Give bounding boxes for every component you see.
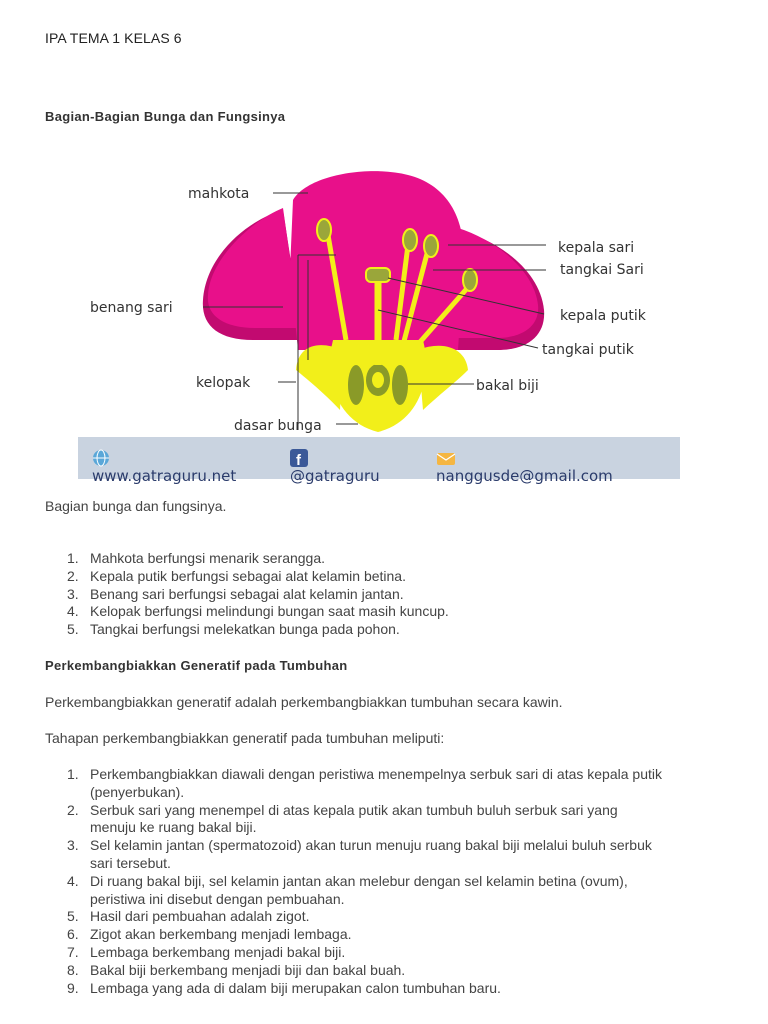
section-heading-generative: Perkembangbiakkan Generatif pada Tumbuhan — [45, 658, 348, 673]
ovule — [348, 365, 364, 405]
label-kepala-putik: kepala putik — [560, 308, 646, 324]
anther — [463, 269, 477, 291]
list-item: 2. Kepala putik berfungsi sebagai alat kelamin betina. — [67, 567, 406, 584]
page-title: IPA TEMA 1 KELAS 6 — [45, 30, 182, 46]
list-item: 9. Lembaga yang ada di dalam biji merupakan calon tumbuhan baru. — [67, 979, 501, 996]
banner-email: nanggusde@gmail.com — [436, 449, 613, 485]
anther — [424, 235, 438, 257]
label-benang-sari: benang sari — [90, 300, 173, 316]
watermark-banner — [78, 437, 680, 485]
label-kelopak: kelopak — [196, 375, 251, 391]
list-item: 5. Hasil dari pembuahan adalah zigot. — [67, 908, 310, 925]
paragraph-stages-intro: Tahapan perkembangbiakkan generatif pada tumbuhan meliputi: — [45, 730, 445, 746]
label-mahkota: mahkota — [188, 186, 250, 202]
list-item: 7. Lembaga berkembang menjadi bakal biji. — [67, 943, 346, 960]
label-dasar-bunga: dasar bunga — [234, 418, 322, 434]
globe-icon — [92, 449, 110, 467]
banner-website: www.gatraguru.net — [92, 449, 236, 485]
diagram-caption: Bagian bunga dan fungsinya. — [45, 498, 227, 514]
label-tangkai-sari: tangkai Sari — [560, 262, 644, 278]
list-item: 1. Perkembangbiakkan diawali dengan peristiwa menempelnya serbuk sari di atas kepala putik (penyerbukan). — [67, 766, 662, 800]
paragraph-definition: Perkembangbiakkan generatif adalah perkembangbiakkan tumbuhan secara kawin. — [45, 694, 563, 710]
ovule — [392, 365, 408, 405]
mail-icon — [436, 449, 456, 467]
list-item: 5. Tangkai berfungsi melekatkan bunga pada pohon. — [67, 621, 400, 638]
flower-illustration — [78, 160, 680, 440]
anther — [403, 229, 417, 251]
list-item: 3. Benang sari berfungsi sebagai alat kelamin jantan. — [67, 585, 404, 602]
flower-diagram — [78, 160, 680, 485]
stigma — [366, 268, 390, 282]
list-item: 4. Kelopak berfungsi melindungi bungan saat masih kuncup. — [67, 603, 449, 620]
list-item: 6. Zigot akan berkembang menjadi lembaga. — [67, 926, 352, 943]
banner-facebook: f @gatraguru — [290, 449, 380, 485]
list-item: 1. Mahkota berfungsi menarik serangga. — [67, 550, 326, 566]
list-item: 8. Bakal biji berkembang menjadi biji dan bakal buah. — [67, 961, 406, 978]
flower-parts-list — [67, 550, 449, 639]
generative-steps-list — [67, 766, 662, 997]
list-item: 2. Serbuk sari yang menempel di atas kepala putik akan tumbuh buluh serbuk sari yang menuju ke ruang bakal biji. — [67, 801, 618, 836]
svg-text:f: f — [296, 452, 301, 467]
label-kepala-sari: kepala sari — [558, 240, 635, 256]
list-item: 3. Sel kelamin jantan (spermatozoid) akan turun menuju ruang bakal biji melalui buluh serbuk sari tersebut. — [67, 837, 652, 871]
petal-left-front — [208, 208, 300, 328]
facebook-icon — [290, 449, 308, 467]
anther — [317, 219, 331, 241]
list-item: 4. Di ruang bakal biji, sel kelamin jantan akan melebur dengan sel kelamin betina (ovum), peristiwa ini disebut dengan pembuahan. — [67, 872, 628, 907]
label-bakal-biji: bakal biji — [476, 378, 539, 394]
section-heading-flower-parts: Bagian-Bagian Bunga dan Fungsinya — [45, 109, 286, 124]
label-tangkai-putik: tangkai putik — [542, 342, 634, 358]
